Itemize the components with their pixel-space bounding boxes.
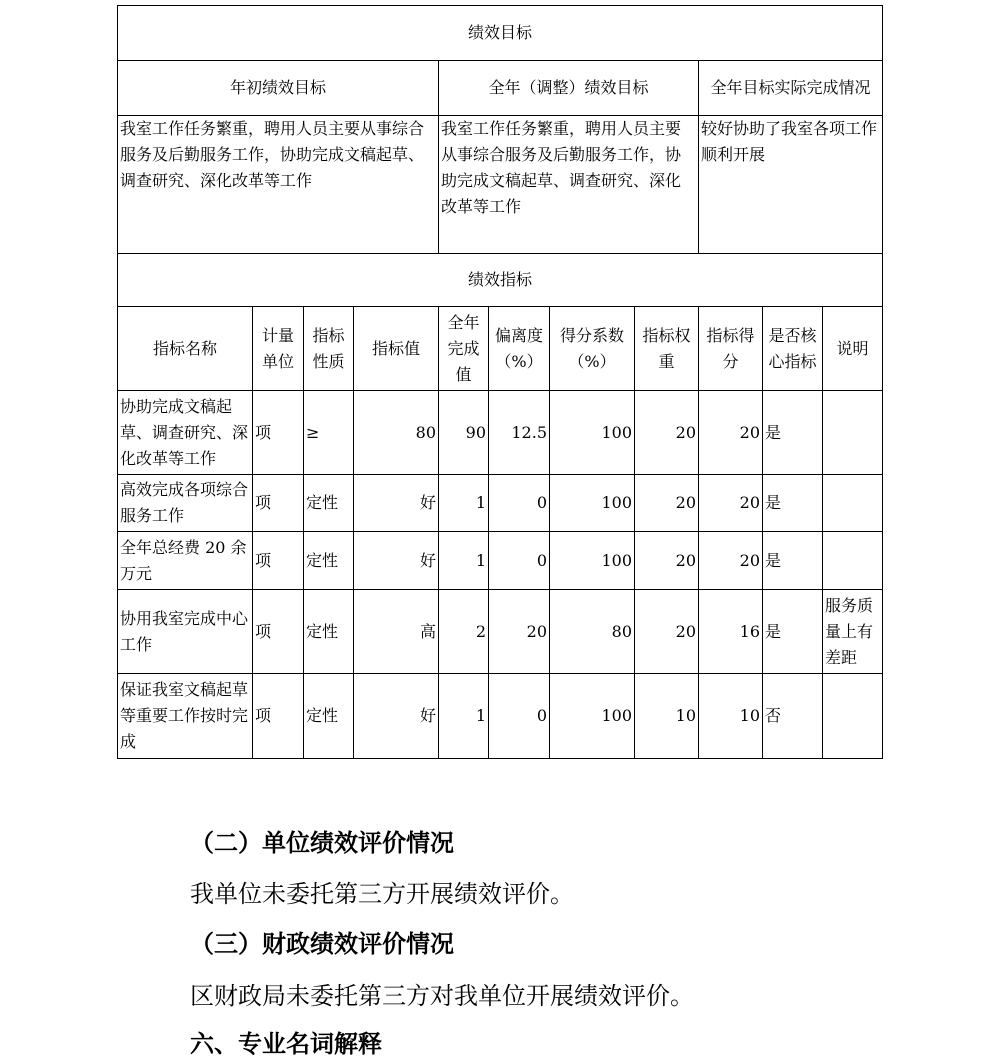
cell-indicator-name: 保证我室文稿起草等重要工作按时完成 <box>118 674 253 759</box>
goals-header-initial: 年初绩效目标 <box>118 61 439 116</box>
cell-nature: 定性 <box>304 674 354 759</box>
cell-score-coefficient: 100 <box>550 674 635 759</box>
cell-remarks <box>823 674 883 759</box>
cell-unit: 项 <box>253 391 304 475</box>
cell-actual-value: 90 <box>439 391 489 475</box>
cell-remarks <box>823 391 883 475</box>
cell-actual-value: 1 <box>439 475 489 532</box>
cell-score: 20 <box>699 532 763 590</box>
cell-indicator-name: 协助完成文稿起草、调查研究、深化改革等工作 <box>118 391 253 475</box>
table-row <box>118 475 883 532</box>
performance-table <box>117 5 883 759</box>
cell-deviation: 0 <box>489 532 550 590</box>
paragraph-finance-evaluation: 区财政局未委托第三方对我单位开展绩效评价。 <box>190 982 694 1010</box>
cell-remarks: 服务质量上有差距 <box>823 590 883 674</box>
cell-indicator-name: 高效完成各项综合服务工作 <box>118 475 253 532</box>
cell-deviation: 20 <box>489 590 550 674</box>
cell-indicator-name: 全年总经费 20 余万元 <box>118 532 253 590</box>
cell-unit: 项 <box>253 590 304 674</box>
cell-weight: 20 <box>635 475 699 532</box>
header-target-value: 指标值 <box>354 307 439 391</box>
cell-core-indicator: 是 <box>763 391 823 475</box>
cell-weight: 20 <box>635 532 699 590</box>
header-actual-value: 全年完成值 <box>439 307 489 391</box>
cell-weight: 20 <box>635 391 699 475</box>
cell-target-value: 好 <box>354 674 439 759</box>
table-row <box>118 532 883 590</box>
table-row <box>118 674 883 759</box>
cell-core-indicator: 否 <box>763 674 823 759</box>
cell-remarks <box>823 532 883 590</box>
table-row <box>118 391 883 475</box>
cell-nature: 定性 <box>304 532 354 590</box>
header-score: 指标得分 <box>699 307 763 391</box>
cell-score-coefficient: 100 <box>550 532 635 590</box>
cell-unit: 项 <box>253 475 304 532</box>
goals-section-title: 绩效目标 <box>118 6 883 61</box>
cell-score: 20 <box>699 475 763 532</box>
goals-actual-text: 较好协助了我室各项工作顺利开展 <box>699 116 883 254</box>
cell-score-coefficient: 100 <box>550 475 635 532</box>
cell-deviation: 0 <box>489 475 550 532</box>
header-weight: 指标权重 <box>635 307 699 391</box>
cell-target-value: 好 <box>354 475 439 532</box>
goals-initial-text: 我室工作任务繁重，聘用人员主要从事综合服务及后勤服务工作，协助完成文稿起草、调查研究、深化改革等工作 <box>118 116 439 254</box>
cell-score-coefficient: 100 <box>550 391 635 475</box>
cell-weight: 10 <box>635 674 699 759</box>
header-nature: 指标性质 <box>304 307 354 391</box>
cell-core-indicator: 是 <box>763 532 823 590</box>
cell-unit: 项 <box>253 674 304 759</box>
heading-finance-evaluation: （三）财政绩效评价情况 <box>190 930 454 958</box>
cell-nature: 定性 <box>304 475 354 532</box>
cell-score-coefficient: 80 <box>550 590 635 674</box>
cell-target-value: 高 <box>354 590 439 674</box>
cell-core-indicator: 是 <box>763 475 823 532</box>
goals-header-actual: 全年目标实际完成情况 <box>699 61 883 116</box>
indicators-section-title: 绩效指标 <box>118 254 883 307</box>
cell-nature: ≥ <box>304 391 354 475</box>
cell-target-value: 好 <box>354 532 439 590</box>
cell-actual-value: 1 <box>439 532 489 590</box>
header-deviation: 偏离度（%） <box>489 307 550 391</box>
table-row <box>118 590 883 674</box>
cell-actual-value: 1 <box>439 674 489 759</box>
cell-deviation: 0 <box>489 674 550 759</box>
cell-unit: 项 <box>253 532 304 590</box>
header-remarks: 说明 <box>823 307 883 391</box>
cell-score: 16 <box>699 590 763 674</box>
heading-unit-evaluation: （二）单位绩效评价情况 <box>190 829 454 857</box>
goals-adjusted-text: 我室工作任务繁重，聘用人员主要从事综合服务及后勤服务工作，协助完成文稿起草、调查研究、深化改革等工作 <box>439 116 699 254</box>
header-core-indicator: 是否核心指标 <box>763 307 823 391</box>
cell-remarks <box>823 475 883 532</box>
header-unit: 计量单位 <box>253 307 304 391</box>
cell-score: 10 <box>699 674 763 759</box>
header-indicator-name: 指标名称 <box>118 307 253 391</box>
cell-indicator-name: 协用我室完成中心工作 <box>118 590 253 674</box>
header-score-coefficient: 得分系数（%） <box>550 307 635 391</box>
cell-core-indicator: 是 <box>763 590 823 674</box>
heading-terminology: 六、专业名词解释 <box>190 1030 382 1058</box>
cell-score: 20 <box>699 391 763 475</box>
cell-weight: 20 <box>635 590 699 674</box>
paragraph-unit-evaluation: 我单位未委托第三方开展绩效评价。 <box>190 880 574 908</box>
cell-deviation: 12.5 <box>489 391 550 475</box>
cell-actual-value: 2 <box>439 590 489 674</box>
cell-nature: 定性 <box>304 590 354 674</box>
goals-header-adjusted: 全年（调整）绩效目标 <box>439 61 699 116</box>
cell-target-value: 80 <box>354 391 439 475</box>
